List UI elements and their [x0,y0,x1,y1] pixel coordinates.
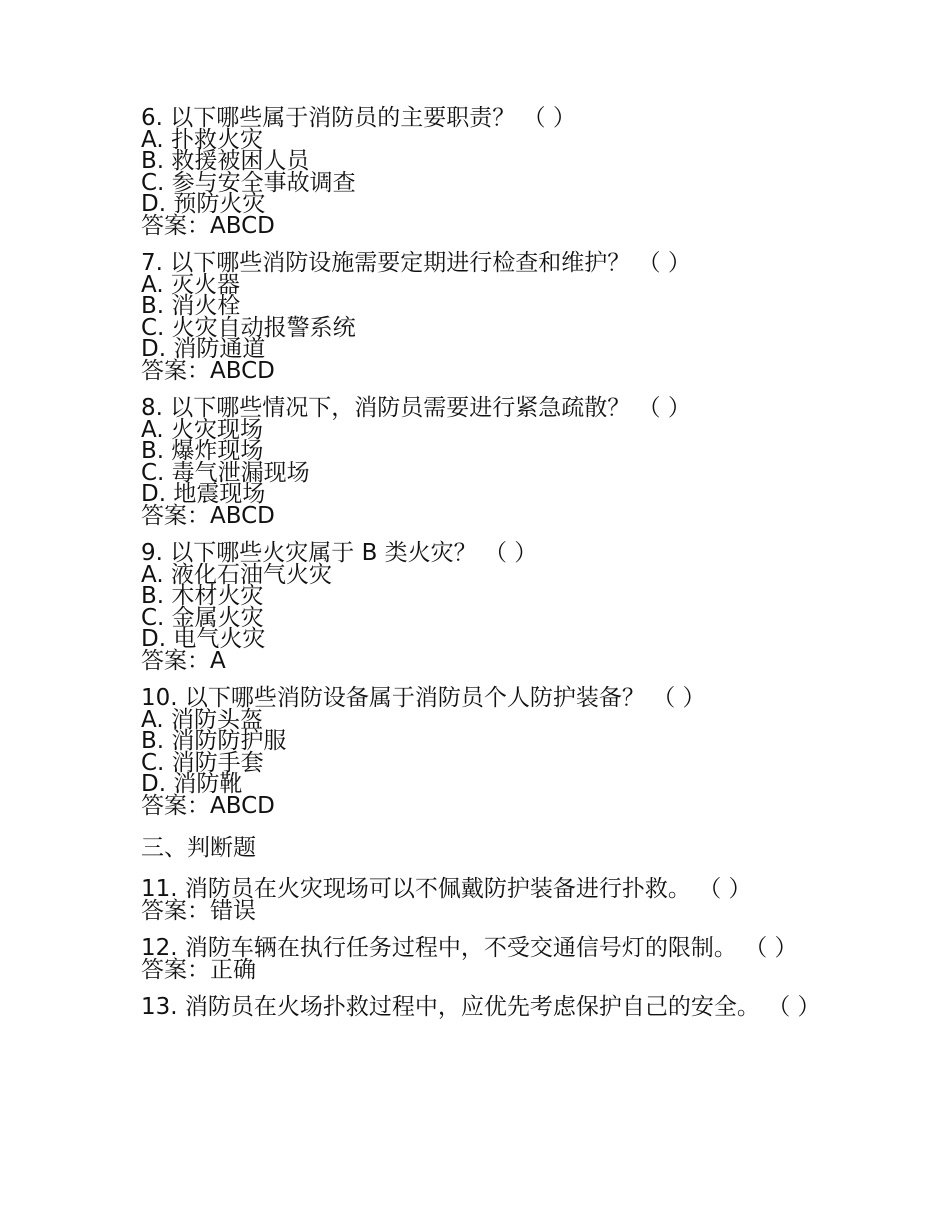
option-b: B. 消火栓 [141,293,241,319]
judgment-text: 12. 消防车辆在执行任务过程中，不受交通信号灯的限制。 （ ） [141,935,798,961]
option-d: D. 预防火灾 [141,191,266,217]
question-6 [141,105,811,239]
option-d: D. 地震现场 [141,481,266,507]
option-c: C. 消防手套 [141,749,264,776]
document-content [141,105,821,1020]
question-text: 9. 以下哪些火灾属于 B 类火灾？ （ ） [141,540,538,566]
option-b: B. 木材火灾 [141,583,264,609]
answer-text: 答案：ABCD [141,357,275,384]
answer-text: 答案：ABCD [141,792,275,819]
option-a: A. 火灾现场 [141,416,263,443]
option-d: D. 电气火灾 [141,626,266,652]
option-c: C. 参与安全事故调查 [141,169,356,196]
option-a: A. 液化石油气火灾 [141,561,332,588]
option-b: B. 爆炸现场 [141,438,264,464]
option-c: C. 金属火灾 [141,604,264,631]
answer-text: 答案：正确 [141,956,256,983]
option-d: D. 消防靴 [141,771,243,797]
answer-text: 答案：ABCD [141,212,275,239]
option-b: B. 消防防护服 [141,728,287,754]
section-heading-block [141,833,811,863]
judgment-text: 11. 消防员在火灾现场可以不佩戴防护装备进行扑救。 （ ） [141,876,752,902]
option-a: A. 扑救火灾 [141,126,263,153]
option-c: C. 火灾自动报警系统 [141,314,356,341]
judgment-13 [141,994,821,1020]
question-text: 10. 以下哪些消防设备属于消防员个人防护装备？ （ ） [141,685,706,711]
question-8 [141,395,811,529]
judgment-12 [141,935,811,983]
question-text: 7. 以下哪些消防设施需要定期进行检查和维护？ （ ） [141,250,691,276]
question-text: 8. 以下哪些情况下，消防员需要进行紧急疏散？ （ ） [141,395,691,421]
question-10 [141,685,811,819]
question-text: 6. 以下哪些属于消防员的主要职责？ （ ） [141,105,576,131]
option-a: A. 灭火器 [141,271,240,298]
question-7 [141,250,811,384]
option-b: B. 救援被困人员 [141,148,310,174]
section-title: 三、判断题 [141,835,256,861]
answer-text: 答案：错误 [141,897,256,924]
answer-text: 答案：ABCD [141,502,275,529]
answer-text: 答案：A [141,647,226,674]
option-a: A. 消防头盔 [141,706,263,733]
question-9 [141,540,811,674]
option-d: D. 消防通道 [141,336,266,362]
option-c: C. 毒气泄漏现场 [141,459,310,486]
judgment-11 [141,876,811,924]
judgment-text: 13. 消防员在火场扑救过程中，应优先考虑保护自己的安全。 （ ） [141,994,821,1020]
